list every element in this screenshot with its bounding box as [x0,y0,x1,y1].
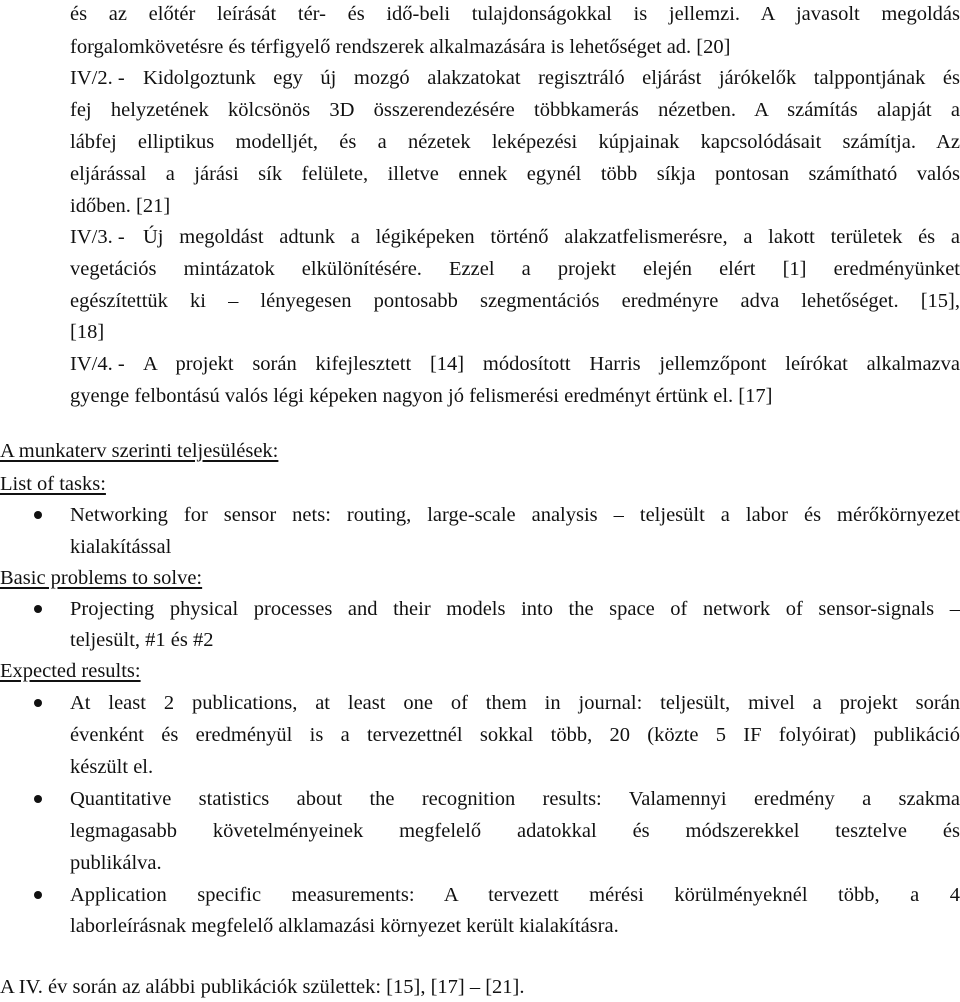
bullet-line: Application specific measurements: A tervezett mérési körülményeknél több, a 4 [70,884,960,906]
paragraph-line: forgalomkövetésre és térfigyelő rendszerek alkalmazására is lehetőséget ad. [20] [70,36,731,58]
bullet-line: Networking for sensor nets: routing, large-scale analysis – teljesült a labor és mérőkörnyezet [70,504,960,526]
bullet-icon [34,795,42,803]
bullet-line: kialakítással [70,536,172,558]
bullet-icon [34,511,42,519]
bullet-line: teljesült, #1 és #2 [70,629,214,651]
item-line: Új megoldást adtunk a légiképeken történő alakzatfelismerésre, a lakott területek és a [143,226,960,248]
item-line: Kidolgoztunk egy új mozgó alakzatokat regisztráló eljárást járókelők talppontjának és [143,67,960,89]
item-line: fej helyzetének kölcsönös 3D összerendezésére többkamerás nézetben. A számítás alapját a [70,99,960,121]
item-label: IV/4. - [70,353,125,375]
bullet-line: At least 2 publications, at least one of them in journal: teljesült, mivel a projekt során [70,692,960,714]
item-label: IV/3. - [70,226,125,248]
item-line: lábfej elliptikus modelljét, és a nézetek leképezési kúpjainak kapcsolódásait számítja. Az [70,131,960,153]
bullet-icon [34,891,42,899]
item-line: vegetációs mintázatok elkülönítésére. Ezzel a projekt elején elért [1] eredményünket [70,258,960,280]
bullet-line: Projecting physical processes and their models into the space of network of sensor-signals – [70,598,960,620]
item-label: IV/2. - [70,67,125,89]
item-line: eljárással a járási sík felülete, illetve ennek egynél több síkja pontosan számítható valós [70,163,960,185]
section-heading: A munkaterv szerinti teljesülések: [0,440,279,462]
bullet-icon [34,605,42,613]
bullet-line: publikálva. [70,852,162,874]
bullet-line: laborleírásnak megfelelő alklamazási környezet került kialakításra. [70,915,619,937]
paragraph-line: és az előtér leírását tér- és idő-beli tulajdonságokkal is jellemzi. A javasolt megoldás [70,3,960,25]
item-line: egészítettük ki – lényegesen pontosabb szegmentációs eredményre adva lehetőséget. [15], [70,290,960,312]
list-of-tasks-heading: List of tasks: [0,473,106,495]
publications-summary: A IV. év során az alábbi publikációk születtek: [15], [17] – [21]. [0,976,525,998]
item-line: időben. [21] [70,195,171,217]
item-line: gyenge felbontású valós légi képeken nagyon jó felismerési eredményt értünk el. [17] [70,385,773,407]
bullet-line: készült el. [70,756,154,778]
bullet-line: legmagasabb követelményeinek megfelelő adatokkal és módszerekkel tesztelve és [70,820,960,842]
bullet-line: Quantitative statistics about the recognition results: Valamennyi eredmény a szakma [70,788,960,810]
bullet-icon [34,699,42,707]
basic-problems-heading: Basic problems to solve: [0,567,203,589]
expected-results-heading: Expected results: [0,660,141,682]
bullet-line: évenként és eredményül is a tervezettnél sokkal több, 20 (közte 5 IF folyóirat) publikáció [70,724,960,746]
item-line: [18] [70,321,105,343]
item-line: A projekt során kifejlesztett [14] módosított Harris jellemzőpont leírókat alkalmazva [143,353,960,375]
